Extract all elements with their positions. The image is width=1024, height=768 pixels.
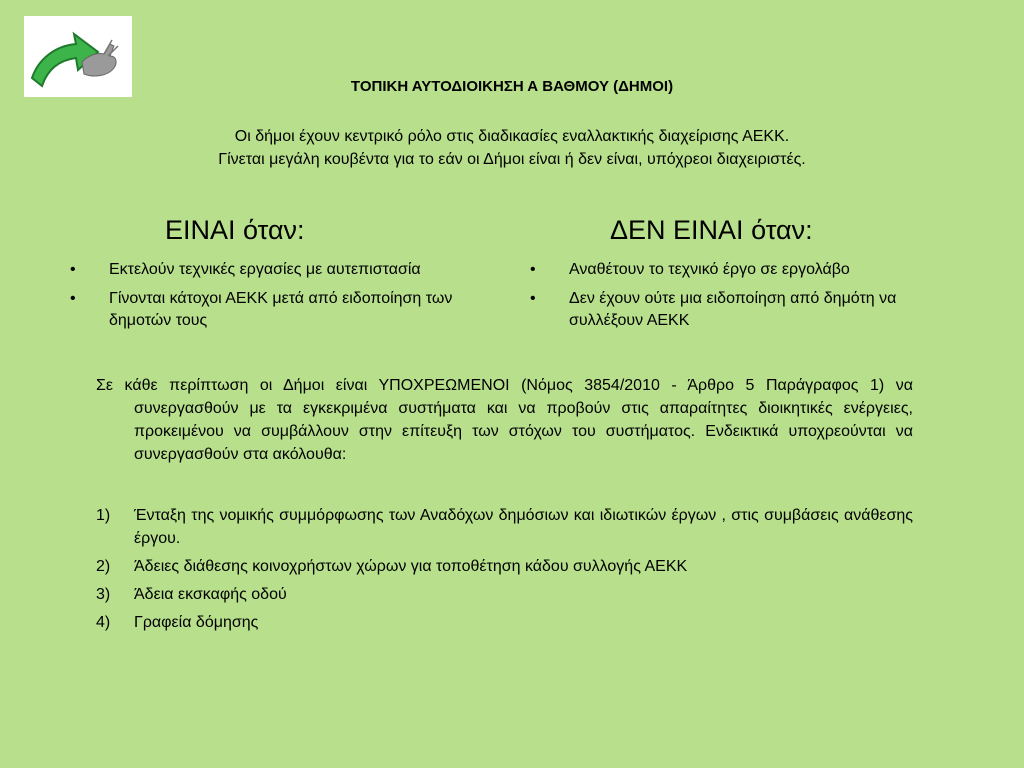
list-number: 1) bbox=[96, 507, 111, 524]
list-item bbox=[96, 504, 913, 550]
list-item-text: Δεν έχουν ούτε μια ειδοποίηση από δημότη να συλλέξουν ΑΕΚΚ bbox=[569, 289, 897, 329]
list-item-text: Άδειες διάθεσης κοινοχρήστων χώρων για τοποθέτηση κάδου συλλογής ΑΕΚΚ bbox=[134, 558, 688, 575]
list-item bbox=[530, 288, 960, 333]
list-item bbox=[96, 555, 913, 578]
page-title: ΤΟΠΙΚΗ ΑΥΤΟΔΙΟΙΚΗΣΗ Α ΒΑΘΜΟΥ (ΔΗΜΟΙ) bbox=[350, 78, 674, 95]
list-item-text: Αναθέτουν το τεχνικό έργο σε εργολάβο bbox=[569, 261, 850, 278]
obligation-paragraph: Σε κάθε περίπτωση οι Δήμοι είναι ΥΠΟΧΡΕΩΜΕΝΟΙ (Νόμος 3854/2010 - Άρθρο 5 Παράγραφος 1) να συνεργασθούν με τα εγκεκριμένα συστήματα και να προβούν στις απαραίτητες διοικητικές ενέργειες, προκειμένου να συμβάλλουν στην επίτευξη των στόχων του συστήματος. Ενδεικτικά υποχρεούνται να συνεργασθούν στα ακόλουθα: bbox=[96, 377, 913, 463]
list-item bbox=[96, 583, 913, 606]
list-number: 4) bbox=[96, 614, 111, 631]
list-item-text: Γραφεία δόμησης bbox=[134, 614, 259, 631]
right-bullet-list bbox=[530, 259, 960, 339]
list-number: 3) bbox=[96, 586, 111, 603]
list-item bbox=[70, 259, 510, 282]
numbered-list bbox=[96, 504, 913, 639]
bullet-icon: • bbox=[70, 289, 76, 307]
list-item-text: Γίνονται κάτοχοι ΑΕΚΚ μετά από ειδοποίηση των δημοτών τους bbox=[109, 289, 453, 329]
intro-line: Οι δήμοι έχουν κεντρικό ρόλο στις διαδικασίες εναλλακτικής διαχείρισης ΑΕΚΚ. bbox=[234, 128, 790, 145]
list-item-text: Ένταξη της νομικής συμμόρφωσης των Αναδόχων δημόσιων και ιδιωτικών έργων , στις συμβάσεις ανάθεσης έργου. bbox=[134, 507, 913, 547]
list-item bbox=[96, 611, 913, 634]
list-item bbox=[530, 259, 960, 282]
bullet-icon: • bbox=[70, 261, 76, 278]
list-item-text: Άδεια εκσκαφής οδού bbox=[134, 586, 287, 603]
bullet-icon: • bbox=[530, 261, 536, 278]
left-column-heading: ΕΙΝΑΙ όταν: bbox=[165, 215, 305, 245]
left-bullet-list bbox=[70, 259, 510, 339]
list-item-text: Εκτελούν τεχνικές εργασίες με αυτεπιστασία bbox=[109, 261, 421, 278]
right-column-heading: ΔΕΝ ΕΙΝΑΙ όταν: bbox=[610, 215, 813, 245]
intro-text bbox=[0, 125, 1024, 171]
list-number: 2) bbox=[96, 558, 111, 575]
intro-line: Γίνεται μεγάλη κουβέντα για το εάν οι Δήμοι είναι ή δεν είναι, υπόχρεοι διαχειριστές. bbox=[218, 151, 806, 168]
list-item bbox=[70, 288, 510, 333]
bullet-icon: • bbox=[530, 289, 536, 307]
